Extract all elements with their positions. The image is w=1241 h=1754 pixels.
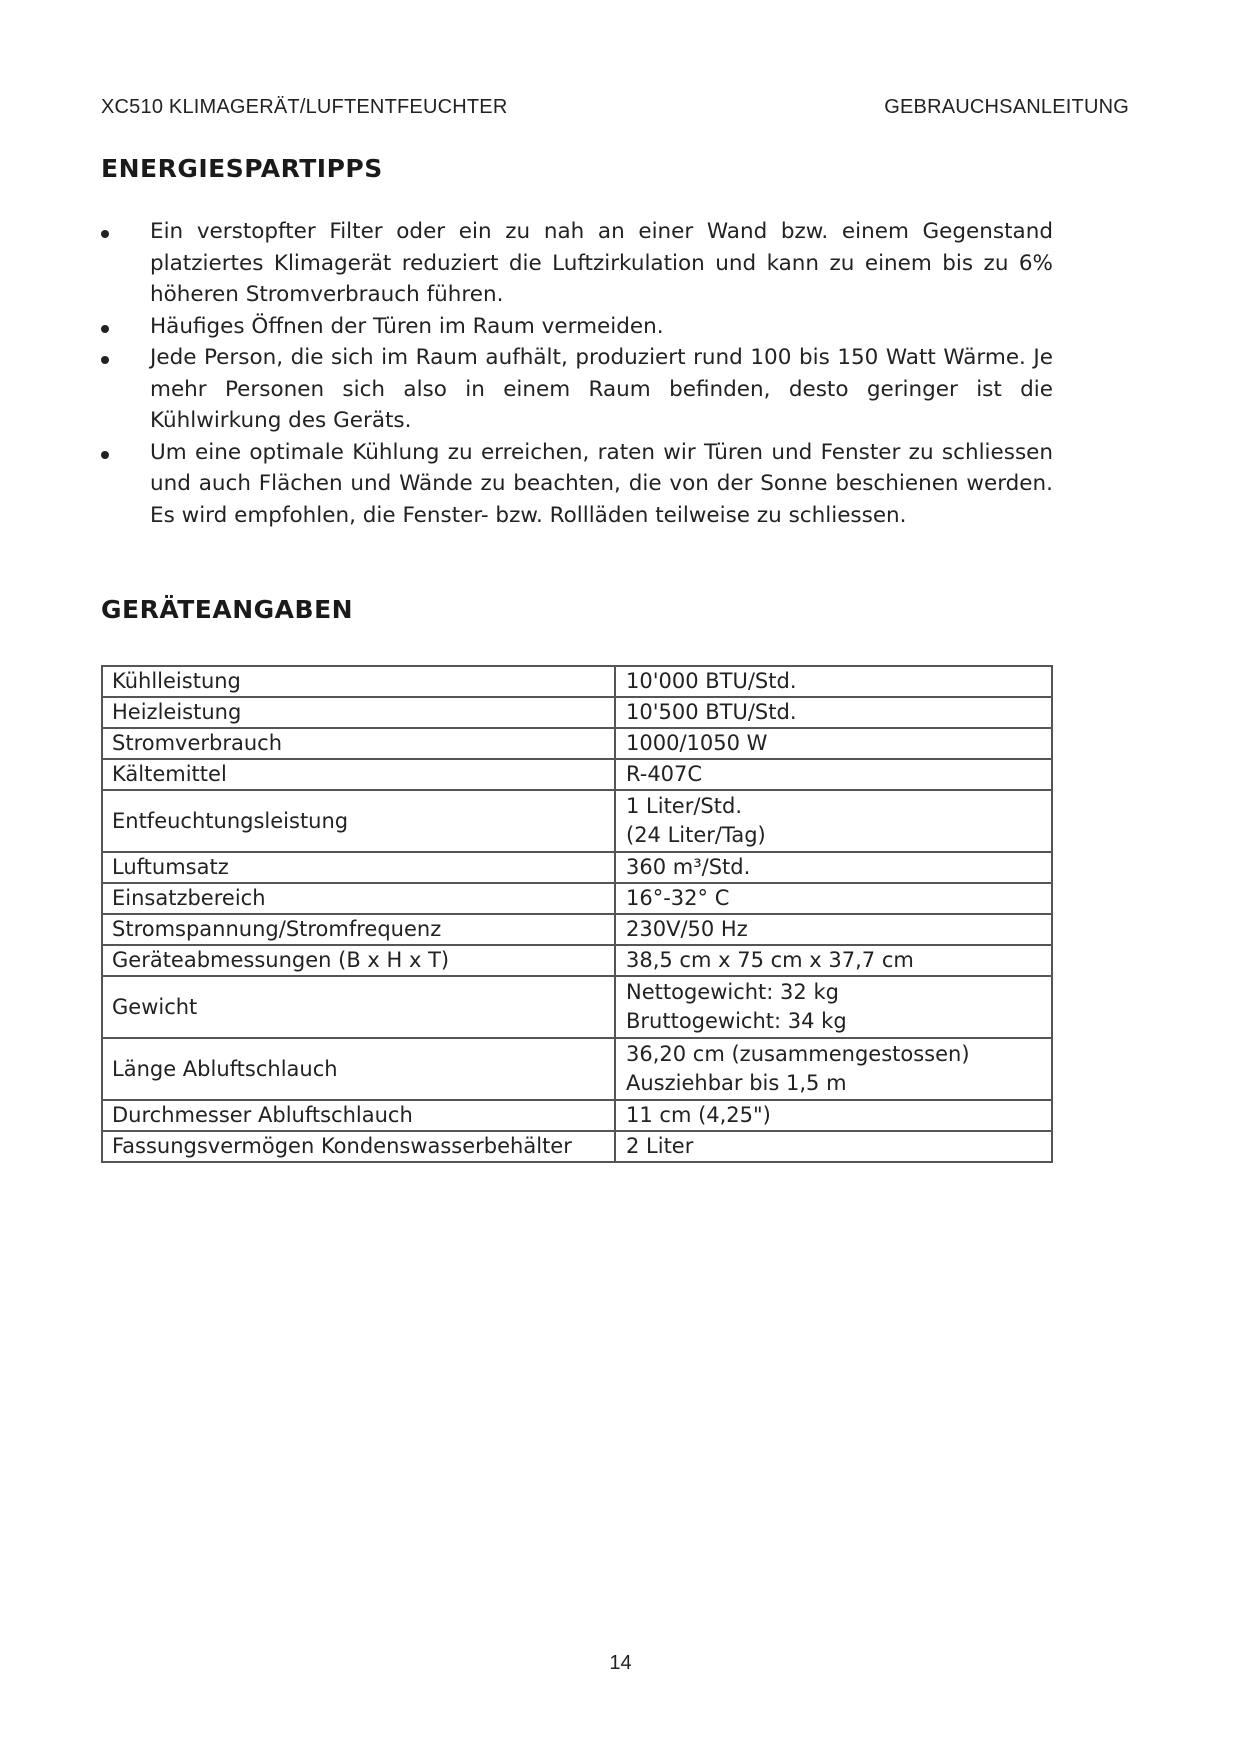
specs-title: GERÄTEANGABEN bbox=[101, 595, 354, 624]
list-item bbox=[101, 311, 1053, 343]
list-item bbox=[101, 216, 1053, 311]
table-row bbox=[102, 666, 1052, 697]
spec-value: 36,20 cm (zusammengestossen) bbox=[626, 1042, 970, 1066]
table-row bbox=[102, 914, 1052, 945]
spec-value: 1000/1050 W bbox=[615, 728, 1052, 759]
tip-text: Ein verstopfter Filter oder ein zu nah an einer Wand bzw. einem Gegenstand platziertes Klimagerät reduziert die Luftzirkulation und kann zu einem bis zu 6% höheren Stromverbrauch führen. bbox=[150, 219, 1053, 307]
table-row bbox=[102, 728, 1052, 759]
spec-value-secondary: (24 Liter/Tag) bbox=[626, 823, 766, 847]
spec-label: Länge Abluftschlauch bbox=[102, 1038, 615, 1100]
table-row bbox=[102, 852, 1052, 883]
spec-label: Geräteabmessungen (B x H x T) bbox=[102, 945, 615, 976]
spec-value: 10'000 BTU/Std. bbox=[615, 666, 1052, 697]
table-row bbox=[102, 945, 1052, 976]
tip-text: Häufiges Öffnen der Türen im Raum vermeiden. bbox=[150, 313, 664, 339]
bullet-icon bbox=[101, 325, 109, 333]
spec-label: Stromverbrauch bbox=[102, 728, 615, 759]
bullet-icon bbox=[101, 451, 109, 459]
table-row bbox=[102, 976, 1052, 1038]
energy-tips-title: ENERGIESPARTIPPS bbox=[101, 154, 383, 183]
spec-value-cell bbox=[615, 790, 1052, 852]
spec-label: Durchmesser Abluftschlauch bbox=[102, 1100, 615, 1131]
header-document-title: XC510 KLIMAGERÄT/LUFTENTFEUCHTER bbox=[101, 96, 508, 118]
spec-label: Fassungsvermögen Kondenswasserbehälter bbox=[102, 1131, 615, 1162]
tip-text: Um eine optimale Kühlung zu erreichen, raten wir Türen und Fenster zu schliessen und auch Flächen und Wände zu beachten, die von der Sonne beschienen werden. Es wird empfohlen, die Fenster- bzw. Rollläden teilweise zu schliessen. bbox=[150, 439, 1053, 528]
table-row bbox=[102, 697, 1052, 728]
table-row bbox=[102, 759, 1052, 790]
spec-value: 10'500 BTU/Std. bbox=[615, 697, 1052, 728]
spec-value: 360 m³/Std. bbox=[615, 852, 1052, 883]
page-number: 14 bbox=[609, 1652, 632, 1674]
spec-label: Einsatzbereich bbox=[102, 883, 615, 914]
spec-value-secondary: Ausziehbar bis 1,5 m bbox=[626, 1071, 847, 1095]
bullet-icon bbox=[101, 230, 109, 238]
spec-value: 230V/50 Hz bbox=[615, 914, 1052, 945]
spec-label: Stromspannung/Stromfrequenz bbox=[102, 914, 615, 945]
spec-label: Heizleistung bbox=[102, 697, 615, 728]
table-row bbox=[102, 1131, 1052, 1162]
tip-text: Jede Person, die sich im Raum aufhält, produziert rund 100 bis 150 Watt Wärme. Je mehr Personen sich also in einem Raum befinden, desto geringer ist die Kühlwirkung des Geräts. bbox=[150, 345, 1053, 433]
list-item bbox=[101, 342, 1053, 437]
header-manual-label: GEBRAUCHSANLEITUNG bbox=[884, 96, 1129, 118]
spec-value-cell bbox=[615, 1038, 1052, 1100]
bullet-icon bbox=[101, 356, 109, 364]
table-row bbox=[102, 1038, 1052, 1100]
specs-table bbox=[101, 665, 1053, 1163]
spec-label: Kältemittel bbox=[102, 759, 615, 790]
spec-value: 1 Liter/Std. bbox=[626, 794, 743, 818]
table-row bbox=[102, 1100, 1052, 1131]
spec-value-secondary: Bruttogewicht: 34 kg bbox=[626, 1009, 847, 1033]
spec-value: R-407C bbox=[615, 759, 1052, 790]
spec-label: Luftumsatz bbox=[102, 852, 615, 883]
spec-value: 38,5 cm x 75 cm x 37,7 cm bbox=[615, 945, 1052, 976]
spec-value: Nettogewicht: 32 kg bbox=[626, 980, 839, 1004]
spec-value: 2 Liter bbox=[615, 1131, 1052, 1162]
spec-label: Kühlleistung bbox=[102, 666, 615, 697]
spec-label: Entfeuchtungsleistung bbox=[102, 790, 615, 852]
table-row bbox=[102, 790, 1052, 852]
table-row bbox=[102, 883, 1052, 914]
energy-tips-list bbox=[101, 216, 1053, 531]
spec-value: 11 cm (4,25") bbox=[615, 1100, 1052, 1131]
list-item bbox=[101, 437, 1053, 532]
spec-value: 16°-32° C bbox=[615, 883, 1052, 914]
spec-value-cell bbox=[615, 976, 1052, 1038]
spec-label: Gewicht bbox=[102, 976, 615, 1038]
